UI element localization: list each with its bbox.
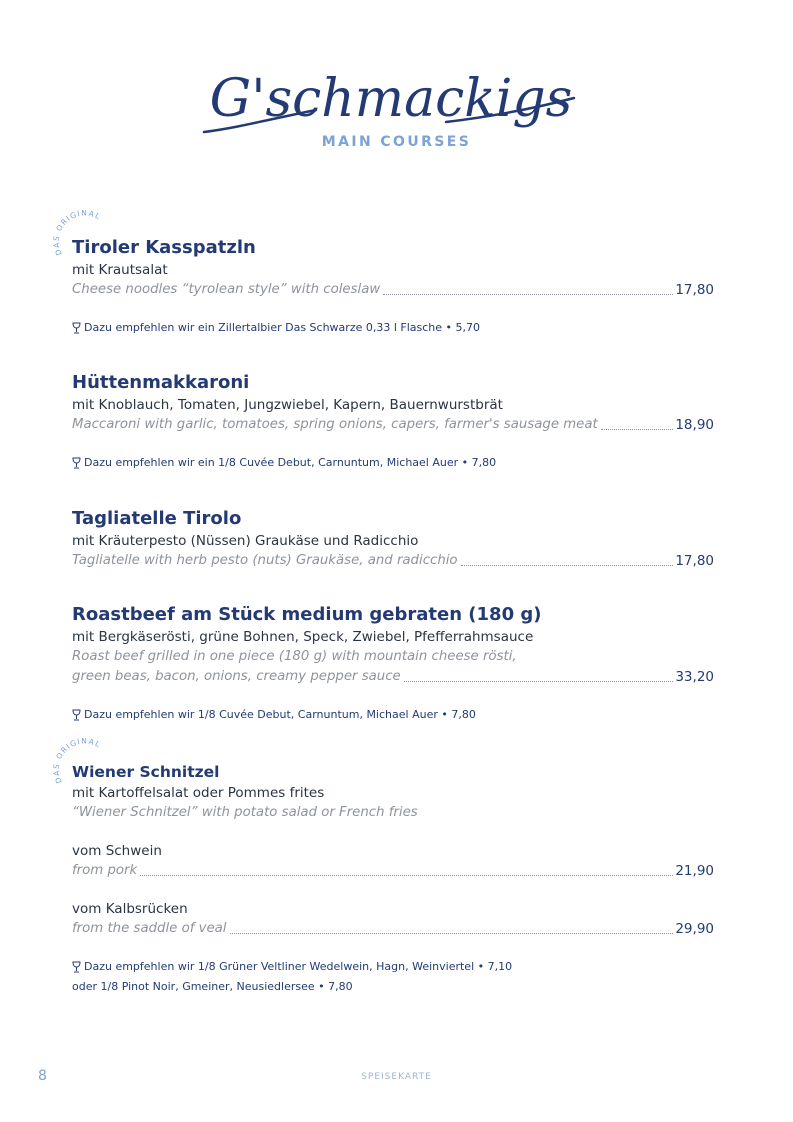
- dish-title: Tiroler Kasspatzln: [72, 237, 256, 258]
- dot-leader: [404, 681, 674, 682]
- drink-recommendation: Dazu empfehlen wir ein 1/8 Cuvée Debut, Carnuntum, Michael Auer • 7,80: [72, 453, 714, 473]
- dish-price: 33,20: [675, 669, 714, 685]
- dish-title: Roastbeef am Stück medium gebraten (180 g): [72, 604, 542, 625]
- dish-price: 17,80: [675, 553, 714, 569]
- wine-glass-icon: [72, 322, 81, 334]
- dish-description-de: mit Krautsalat: [72, 262, 168, 278]
- wine-glass-icon: [72, 709, 81, 721]
- dish-description-en: Maccaroni with garlic, tomatoes, spring onions, capers, farmer's sausage meat: [72, 417, 598, 432]
- dish-description-en-continued: green beas, bacon, onions, creamy pepper sauce: [72, 669, 401, 684]
- drink-recommendation: Dazu empfehlen wir 1/8 Grüner Veltliner Wedelwein, Hagn, Weinviertel • 7,10: [72, 957, 714, 977]
- variant-price: 21,90: [675, 863, 714, 879]
- menu-item-wiener-schnitzel: [72, 761, 714, 997]
- dot-leader: [601, 429, 674, 430]
- dish-description-en: Tagliatelle with herb pesto (nuts) Graukäse, and radicchio: [72, 553, 458, 568]
- dot-leader: [461, 565, 674, 566]
- dot-leader: [140, 875, 673, 876]
- menu-item-roastbeef: [72, 603, 714, 725]
- menu-item-tiroler-kasspatzln: [72, 236, 714, 338]
- dish-description-en: Roast beef grilled in one piece (180 g) with mountain cheese rösti,: [72, 649, 517, 664]
- variant-label-en: from pork: [72, 863, 138, 878]
- dish-price: 17,80: [675, 282, 714, 298]
- variant-label-de: vom Kalbsrücken: [72, 901, 188, 917]
- dot-leader: [383, 294, 673, 295]
- drink-recommendation: Dazu empfehlen wir 1/8 Cuvée Debut, Carnuntum, Michael Auer • 7,80: [72, 705, 714, 725]
- dish-description-de: mit Kräuterpesto (Nüssen) Graukäse und Radicchio: [72, 533, 419, 549]
- footer-label: SPEISEKARTE: [361, 1072, 432, 1082]
- wine-glass-icon: [72, 457, 81, 469]
- dish-description-de: mit Bergkäserösti, grüne Bohnen, Speck, Zwiebel, Pfefferrahmsauce: [72, 629, 534, 645]
- svg-text:DAS ORIGINAL: DAS ORIGINAL: [51, 208, 103, 257]
- dish-title: Wiener Schnitzel: [72, 763, 220, 781]
- dot-leader: [230, 933, 674, 934]
- svg-text:G'schmackigs: G'schmackigs: [209, 69, 573, 129]
- variant-label-en: from the saddle of veal: [72, 921, 227, 936]
- svg-text:DAS ORIGINAL: DAS ORIGINAL: [51, 736, 103, 785]
- section-subtitle: MAIN COURSES: [321, 134, 472, 150]
- menu-item-tagliatelle-tirolo: [72, 507, 714, 571]
- dish-price: 18,90: [675, 417, 714, 433]
- dish-description-de: mit Knoblauch, Tomaten, Jungzwiebel, Kapern, Bauernwurstbrät: [72, 397, 503, 413]
- variant-price: 29,90: [675, 921, 714, 937]
- dish-description-en: Cheese noodles “tyrolean style” with coleslaw: [72, 282, 381, 297]
- drink-recommendation-alternative: oder 1/8 Pinot Noir, Gmeiner, Neusiedlersee • 7,80: [72, 980, 353, 993]
- drink-recommendation: Dazu empfehlen wir ein Zillertalbier Das Schwarze 0,33 l Flasche • 5,70: [72, 318, 714, 338]
- wine-glass-icon: [72, 961, 81, 973]
- page-number: 8: [38, 1068, 47, 1084]
- variant-label-de: vom Schwein: [72, 843, 162, 859]
- dish-title: Tagliatelle Tirolo: [72, 508, 242, 529]
- dish-description-de: mit Kartoffelsalat oder Pommes frites: [72, 785, 325, 801]
- dish-title: Hüttenmakkaroni: [72, 372, 250, 393]
- dish-description-en: “Wiener Schnitzel” with potato salad or French fries: [72, 805, 418, 820]
- menu-item-huettenmakkaroni: [72, 371, 714, 473]
